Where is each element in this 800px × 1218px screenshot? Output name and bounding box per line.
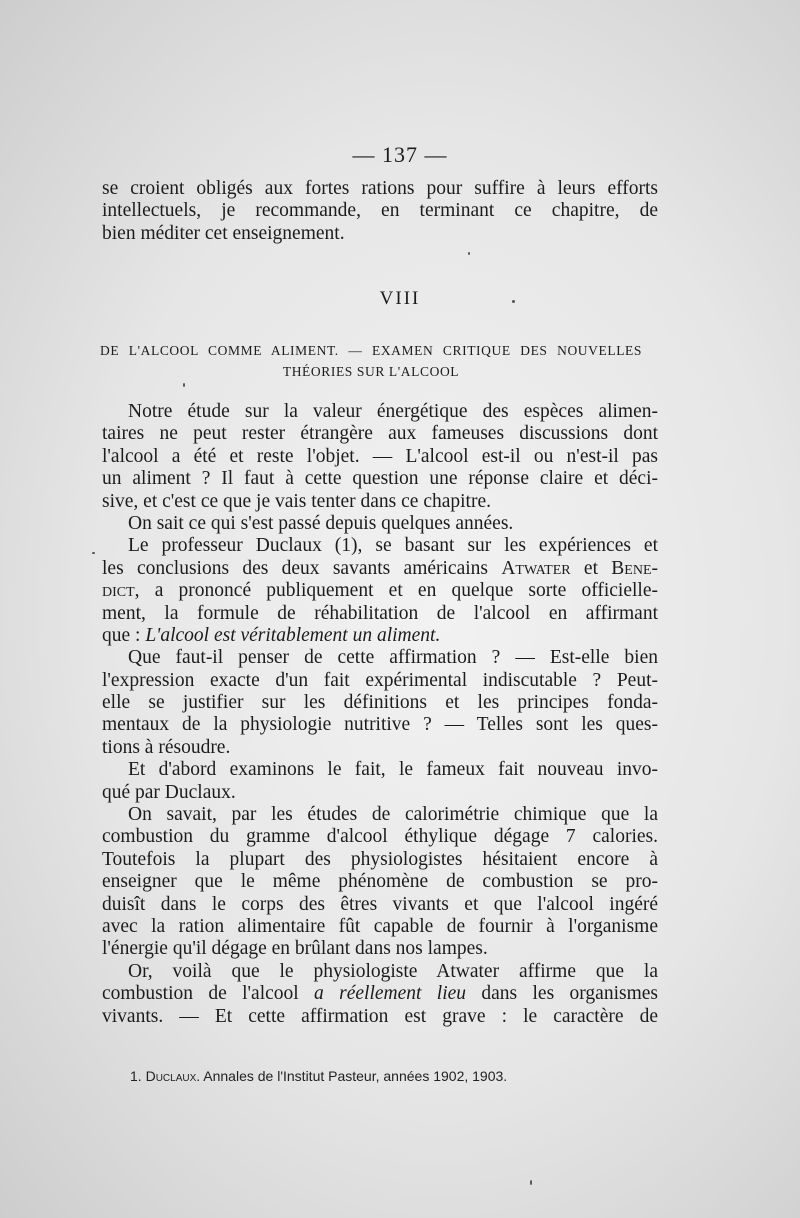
footnote-number: 1. bbox=[130, 1068, 142, 1084]
chapter-title-line: THÉORIES SUR L'ALCOOL bbox=[282, 364, 460, 379]
author-name-benedict: dict bbox=[102, 580, 135, 602]
text-fragment: les conclusions des deux savants américains bbox=[102, 557, 502, 579]
author-name-atwater: Atwater bbox=[501, 557, 571, 579]
text-line: se croient obligés aux fortes rations pour suffire à leurs efforts bbox=[102, 178, 658, 199]
body-text bbox=[102, 401, 658, 1028]
chapter-title-line: DE L'ALCOOL COMME ALIMENT. — EXAMEN CRITIQUE DES NOUVELLES bbox=[100, 343, 642, 358]
text-line: sive, et c'est ce que je vais tenter dans ce chapitre. bbox=[102, 490, 492, 512]
text-line: avec la ration alimentaire fût capable de fournir à l'organisme bbox=[102, 915, 658, 937]
text-line: On sait ce qui s'est passé depuis quelques années. bbox=[128, 512, 514, 534]
text-line bbox=[102, 625, 658, 647]
text-line: Or, voilà que le physiologiste Atwater affirme que la bbox=[128, 960, 658, 982]
author-name-benedict: Bene- bbox=[611, 557, 659, 579]
text-line: qué par Duclaux. bbox=[102, 781, 236, 803]
text-line: Que faut-il penser de cette affirmation ? — Est-elle bien bbox=[128, 647, 658, 669]
scan-speck bbox=[512, 300, 515, 303]
text-fragment: dans les organismes bbox=[466, 983, 658, 1005]
scan-speck bbox=[183, 383, 185, 387]
text-line: duisît dans le corps des êtres vivants et que l'alcool ingéré bbox=[102, 893, 658, 915]
text-line: mentaux de la physiologie nutritive ? — Telles sont les ques- bbox=[102, 714, 658, 736]
text-line: bien méditer cet enseignement. bbox=[102, 222, 345, 244]
text-line: l'alcool a été et reste l'objet. — L'alcool est-il ou n'est-il pas bbox=[102, 445, 658, 467]
text-fragment: , a prononcé publiquement et en quelque sorte officielle- bbox=[134, 580, 658, 602]
page-number: — 137 — bbox=[352, 142, 448, 167]
chapter-number: VIII bbox=[379, 288, 421, 309]
text-fragment: combustion de l'alcool bbox=[102, 983, 315, 1005]
text-line: elle se justifier sur les définitions et les principes fonda- bbox=[102, 692, 658, 714]
text-line: intellectuels, je recommande, en terminant ce chapitre, de bbox=[102, 200, 658, 222]
text-line: ment, la formule de réhabilitation de l'alcool en affirmant bbox=[102, 602, 658, 624]
text-line bbox=[102, 558, 658, 580]
text-line: tions à résoudre. bbox=[102, 736, 231, 758]
text-line: un aliment ? Il faut à cette question une réponse claire et déci- bbox=[102, 468, 658, 490]
text-line bbox=[102, 580, 658, 602]
footnote-text: Annales de l'Institut Pasteur, années 1902, 1903. bbox=[200, 1068, 508, 1084]
scan-speck bbox=[92, 552, 95, 554]
text-fragment: et bbox=[570, 557, 612, 579]
text-line bbox=[102, 983, 658, 1005]
scan-speck bbox=[468, 252, 470, 255]
intro-paragraph bbox=[102, 178, 658, 245]
text-line: combustion du gramme d'alcool éthylique dégage 7 calories. bbox=[102, 826, 658, 848]
text-line: vivants. — Et cette affirmation est grave : le caractère de bbox=[102, 1005, 658, 1027]
text-fragment: que : bbox=[102, 624, 146, 646]
scan-speck bbox=[530, 1180, 532, 1185]
text-line: taires ne peut rester étrangère aux fameuses discussions dont bbox=[102, 423, 658, 445]
text-line: l'énergie qu'il dégage en brûlant dans nos lampes. bbox=[102, 938, 488, 960]
text-line: Et d'abord examinons le fait, le fameux fait nouveau invo- bbox=[128, 759, 658, 781]
chapter-title bbox=[100, 340, 642, 382]
emphasis: a réellement lieu bbox=[314, 983, 467, 1005]
text-line: On savait, par les études de calorimétrie chimique que la bbox=[128, 804, 658, 826]
text-line: Toutefois la plupart des physiologistes hésitaient encore à bbox=[102, 848, 658, 870]
text-line: Le professeur Duclaux (1), se basant sur les expériences et bbox=[128, 535, 658, 557]
text-line: enseigner que le même phénomène de combustion se pro- bbox=[102, 871, 658, 893]
footnote bbox=[130, 1068, 690, 1084]
quoted-statement: L'alcool est véritablement un aliment. bbox=[145, 624, 441, 646]
text-line: l'expression exacte d'un fait expérimental indiscutable ? Peut- bbox=[102, 669, 658, 691]
text-line: Notre étude sur la valeur énergétique des espèces alimen- bbox=[128, 401, 658, 422]
footnote-author: Duclaux. bbox=[145, 1068, 201, 1084]
